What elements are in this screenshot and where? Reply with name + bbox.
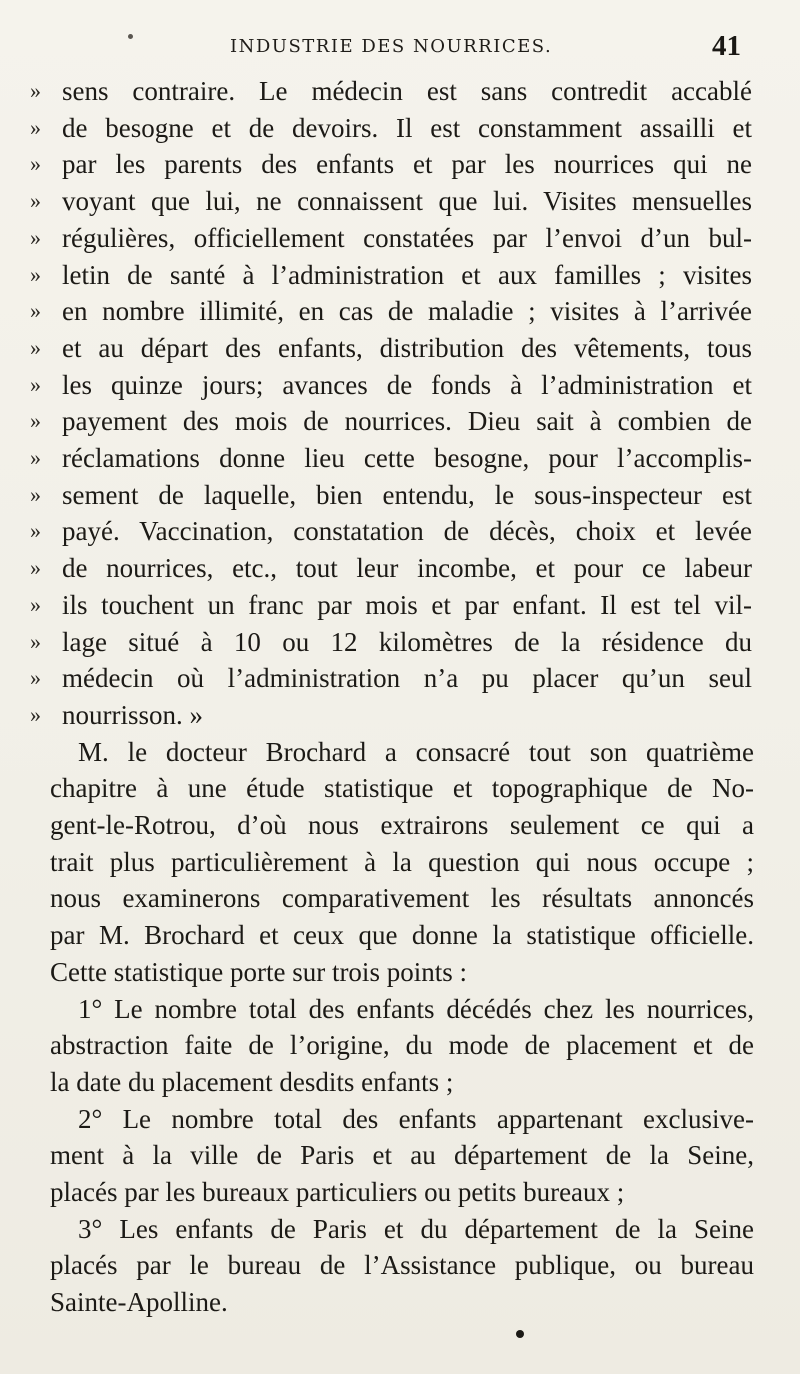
line-text: voyant que lui, ne connaissent que lui. Visites mensuelles — [62, 186, 752, 217]
text-line — [0, 512, 800, 550]
line-text: placés par le bureau de l’Assistance publique, ou bureau — [50, 1250, 754, 1281]
line-text: de besogne et de devoirs. Il est constamment assailli et — [62, 112, 752, 143]
text-line — [0, 733, 800, 771]
quote-mark: » — [30, 591, 41, 617]
quote-mark: » — [30, 371, 41, 397]
line-text: médecin où l’administration n’a pu placer qu’un seul — [62, 663, 752, 694]
text-line — [0, 1100, 800, 1138]
text-line — [0, 182, 800, 220]
line-text: lage situé à 10 ou 12 kilomètres de la résidence du — [62, 626, 752, 657]
line-text: nous examinerons comparativement les résultats annoncés — [50, 883, 754, 914]
page-number: 41 — [712, 30, 741, 62]
text-line — [0, 1063, 800, 1101]
text-line — [0, 476, 800, 514]
quote-mark: » — [30, 628, 41, 654]
line-text: 2° Le nombre total des enfants appartenant exclusive- — [78, 1103, 754, 1134]
text-line — [0, 696, 800, 734]
quote-mark: » — [30, 261, 41, 287]
line-text: en nombre illimité, en cas de maladie ; visites à l’arrivée — [62, 296, 752, 327]
text-line — [0, 145, 800, 183]
line-text: 3° Les enfants de Paris et du département de la Seine — [78, 1213, 754, 1244]
line-text: la date du placement desdits enfants ; — [50, 1066, 454, 1097]
line-text: gent-le-Rotrou, d’où nous extrairons seulement ce qui a — [50, 810, 754, 840]
text-line — [0, 1026, 800, 1064]
quote-mark: » — [30, 408, 41, 434]
line-text: et au départ des enfants, distribution des vêtements, tous — [62, 332, 752, 363]
text-line — [0, 916, 800, 954]
text-line — [0, 1136, 800, 1174]
text-line — [0, 1246, 800, 1284]
text-line — [0, 292, 800, 330]
quote-mark: » — [30, 188, 41, 214]
quote-mark: » — [30, 114, 41, 140]
line-text: Sainte-Apolline. — [50, 1287, 228, 1318]
quote-mark: » — [30, 445, 41, 470]
line-text: par les parents des enfants et par les nourrices qui ne — [62, 149, 752, 180]
quote-mark: » — [30, 334, 41, 360]
line-text: sens contraire. Le médecin est sans contredit accablé — [62, 76, 752, 106]
text-line — [0, 402, 800, 440]
text-line — [0, 256, 800, 294]
text-line — [0, 623, 800, 661]
line-text: trait plus particulièrement à la question qui nous occupe ; — [50, 846, 754, 877]
text-line — [0, 659, 800, 697]
line-text: letin de santé à l’administration et aux familles ; visites — [62, 259, 752, 290]
text-line — [0, 806, 800, 844]
page-header — [0, 30, 800, 64]
text-line — [0, 549, 800, 587]
text-line — [0, 366, 800, 404]
text-line — [0, 72, 800, 110]
text-line — [0, 879, 800, 917]
text-line — [0, 586, 800, 624]
text-line — [0, 1173, 800, 1211]
line-text: Cette statistique porte sur trois points : — [50, 956, 467, 987]
text-line — [0, 1283, 800, 1321]
line-text: payé. Vaccination, constatation de décès, choix et levée — [62, 516, 752, 547]
text-line — [0, 769, 800, 807]
quote-mark: » — [30, 555, 41, 581]
line-text: par M. Brochard et ceux que donne la statistique officielle. — [50, 920, 754, 951]
line-text: M. le docteur Brochard a consacré tout son quatrième — [78, 736, 754, 767]
text-line — [0, 439, 800, 477]
line-text: les quinze jours; avances de fonds à l’administration et — [62, 369, 752, 400]
line-text: de nourrices, etc., tout leur incombe, et pour ce labeur — [62, 553, 752, 584]
line-text: payement des mois de nourrices. Dieu sait à combien de — [62, 406, 752, 437]
line-text: ment à la ville de Paris et au département de la Seine, — [50, 1140, 754, 1171]
quote-mark: » — [30, 665, 41, 691]
line-text: régulières, officiellement constatées par l’envoi d’un bul- — [62, 222, 752, 253]
text-line — [0, 990, 800, 1028]
line-text: chapitre à une étude statistique et topographique de No- — [50, 773, 754, 804]
line-text: abstraction faite de l’origine, du mode de placement et de — [50, 1030, 754, 1061]
quote-mark: » — [30, 151, 41, 177]
quote-mark: » — [30, 78, 41, 103]
quote-mark: » — [30, 701, 41, 727]
line-text: réclamations donne lieu cette besogne, pour l’accomplis- — [62, 443, 752, 473]
text-line — [0, 1210, 800, 1248]
line-text: 1° Le nombre total des enfants décédés chez les nourrices, — [78, 993, 754, 1024]
line-text: nourrisson. » — [62, 699, 203, 730]
text-line — [0, 953, 800, 991]
line-text: sement de laquelle, bien entendu, le sous-inspecteur est — [62, 479, 752, 510]
running-head: INDUSTRIE DES NOURRICES. — [230, 36, 553, 57]
quote-mark: » — [30, 481, 41, 507]
quote-mark: » — [30, 298, 41, 324]
text-line — [0, 219, 800, 257]
text-line — [0, 109, 800, 147]
text-line — [0, 843, 800, 881]
quote-mark: » — [30, 518, 41, 544]
line-text: ils touchent un franc par mois et par enfant. Il est tel vil- — [62, 589, 752, 620]
text-line — [0, 329, 800, 367]
line-text: placés par les bureaux particuliers ou petits bureaux ; — [50, 1177, 625, 1207]
quote-mark: » — [30, 224, 41, 250]
ink-speck — [516, 1330, 524, 1338]
